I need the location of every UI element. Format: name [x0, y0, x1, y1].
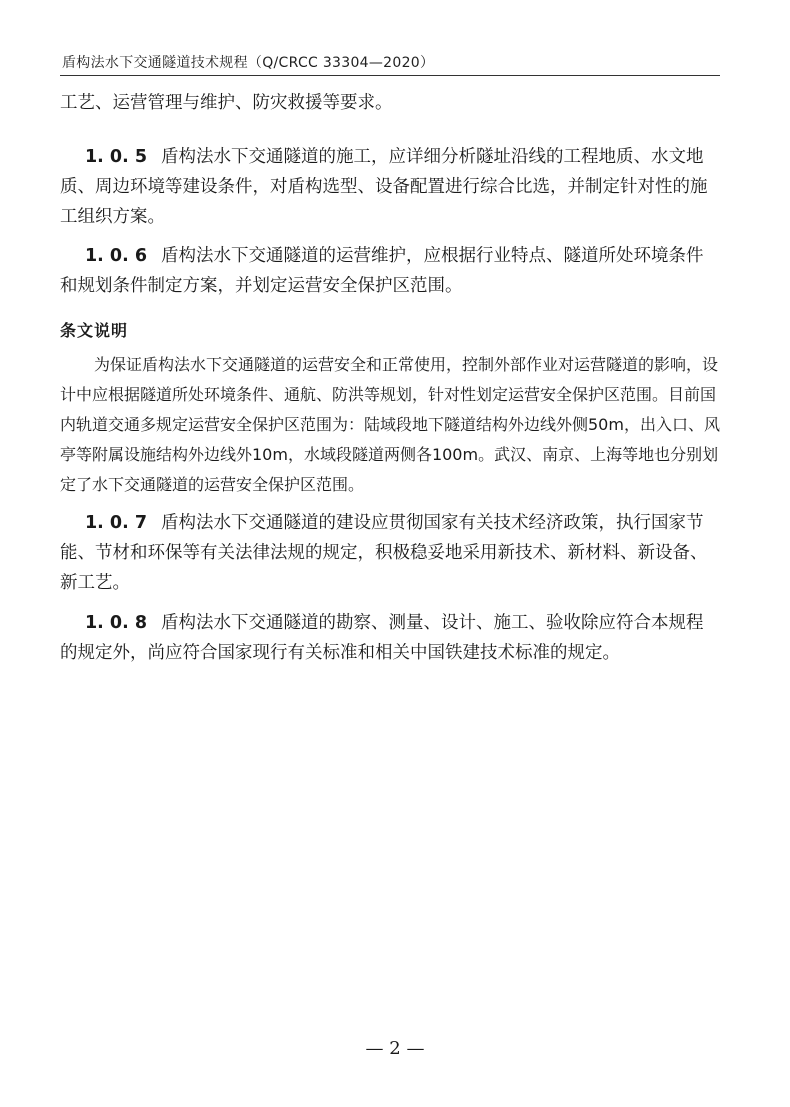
clause-1-0-8	[60, 608, 720, 668]
clause-number: 1. 0. 8	[85, 613, 148, 633]
clause-text: 盾构法水下交通隧道的勘察、测量、设计、施工、验收除应符合本规程的规定外，尚应符合国家现行有关标准和相关中国铁建技术标准的规定。	[60, 613, 704, 663]
clause-number: 1. 0. 5	[85, 147, 148, 167]
clause-number: 1. 0. 7	[85, 513, 148, 533]
explanation-heading: 条文说明	[60, 321, 129, 340]
continuation-paragraph: 工艺、运营管理与维护、防灾救援等要求。	[60, 93, 393, 113]
explanation-text: 为保证盾构法水下交通隧道的运营安全和正常使用，控制外部作业对运营隧道的影响，设计中应根据隧道所处环境条件、通航、防洪等规划，针对性划定运营安全保护区范围。目前国内轨道交通多规定运营安全保护区范围为：陆域段地下隧道结构外边线外侧50m，出入口、风亭等附属设施结构外边线外10m，水域段隧道两侧各100m。武汉、南京、上海等地也分别划定了水下交通隧道的运营安全保护区范围。	[60, 355, 720, 494]
clause-number: 1. 0. 6	[85, 246, 148, 266]
clause-text: 盾构法水下交通隧道的运营维护，应根据行业特点、隧道所处环境条件和规划条件制定方案，并划定运营安全保护区范围。	[60, 246, 704, 296]
clause-1-0-5	[60, 142, 720, 232]
clause-text: 盾构法水下交通隧道的建设应贯彻国家有关技术经济政策，执行国家节能、节材和环保等有关法律法规的规定，积极稳妥地采用新技术、新材料、新设备、新工艺。	[60, 513, 708, 593]
page-number: — 2 —	[365, 1038, 425, 1059]
header-divider	[60, 75, 720, 76]
clause-1-0-7	[60, 508, 720, 598]
running-header: 盾构法水下交通隧道技术规程（Q/CRCC 33304—2020）	[62, 55, 435, 71]
clause-1-0-6	[60, 241, 720, 301]
clause-text: 盾构法水下交通隧道的施工，应详细分析隧址沿线的工程地质、水文地质、周边环境等建设条件，对盾构选型、设备配置进行综合比选，并制定针对性的施工组织方案。	[60, 147, 708, 227]
